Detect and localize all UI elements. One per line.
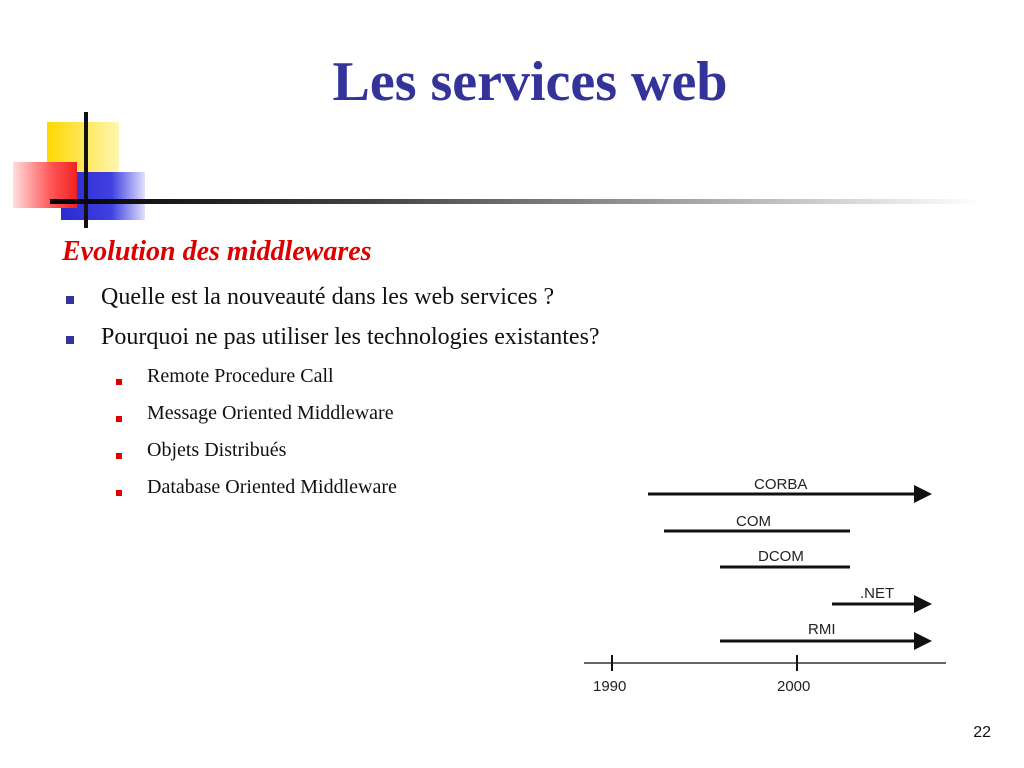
bullet-item: Quelle est la nouveauté dans les web services ? <box>101 284 555 310</box>
middleware-timeline-figure <box>570 460 970 700</box>
timeline-axis-label-1990: 1990 <box>593 678 627 695</box>
bullet-marker-icon <box>66 296 74 304</box>
bullet-item: Pourquoi ne pas utiliser les technologies existantes? <box>101 324 600 350</box>
bullet-marker-icon <box>66 336 74 344</box>
sub-bullet-marker-icon <box>116 379 122 385</box>
timeline-label-dcom: DCOM <box>758 548 804 565</box>
section-subtitle: Evolution des middlewares <box>62 236 372 267</box>
sub-bullet-marker-icon <box>116 490 122 496</box>
decorative-corner-graphic <box>0 0 1024 240</box>
sub-bullet-marker-icon <box>116 453 122 459</box>
sub-bullet-marker-icon <box>116 416 122 422</box>
timeline-label-dotnet: .NET <box>860 585 895 602</box>
page-number: 22 <box>973 724 991 741</box>
timeline-label-corba: CORBA <box>754 476 808 493</box>
sub-bullet-item: Message Oriented Middleware <box>147 402 394 424</box>
slide-title: Les services web <box>332 51 728 113</box>
timeline-axis-label-2000: 2000 <box>777 678 811 695</box>
sub-bullet-item: Database Oriented Middleware <box>147 476 397 498</box>
sub-bullet-item: Objets Distribués <box>147 439 287 461</box>
timeline-label-rmi: RMI <box>808 621 836 638</box>
sub-bullet-item: Remote Procedure Call <box>147 365 334 387</box>
timeline-label-com: COM <box>736 513 771 530</box>
